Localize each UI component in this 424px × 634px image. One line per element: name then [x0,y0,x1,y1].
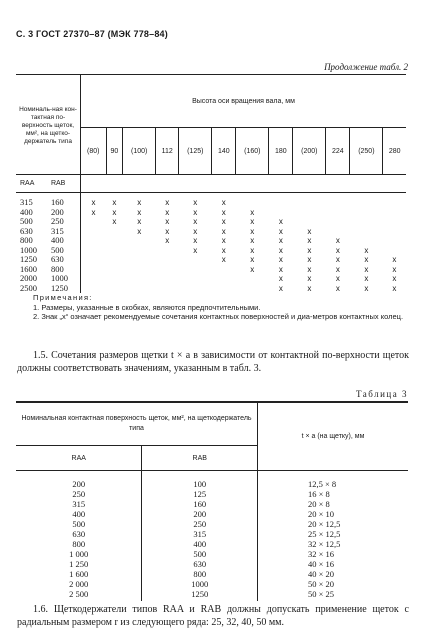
table-row [16,549,408,559]
raa-cell: 500 [20,216,33,226]
mark-cell [383,246,406,256]
mark-cell: x [137,207,142,217]
mark-cell [236,284,269,294]
mark-cell: x [278,255,283,264]
mark-cell [269,208,293,218]
table2-column-header: (160) [236,128,269,175]
mark-cell [81,274,107,284]
mark-cell: x [221,236,226,245]
table2-column-header: 280 [383,128,406,175]
raa-cell: 500 [16,519,142,529]
table2-sub-rab: RAB [47,175,81,193]
mark-cell: x [91,198,96,207]
mark-cell: x [193,236,198,245]
mark-cell: x [364,274,369,283]
mark-cell [350,217,383,227]
raa-cell: 2500 [20,282,37,293]
mark-cell: x [250,236,255,245]
mark-cell: x [392,283,397,293]
mark-cell: x [193,207,198,217]
mark-cell [81,255,107,265]
raa-cell: 400 [16,509,142,519]
mark-cell: x [307,274,312,283]
mark-cell [81,284,107,294]
mark-cell [212,284,236,294]
table-row [16,529,408,539]
rab-cell: 400 [142,539,258,549]
mark-cell [350,227,383,237]
table2-column-header: 140 [212,128,236,175]
ta-cell: 50 × 20 [308,579,335,589]
rab-cell: 1000 [142,579,258,589]
mark-cell: x [364,283,369,293]
mark-cell: x [193,198,198,207]
mark-cell: x [137,198,142,207]
mark-cell [81,265,107,275]
rab-cell: 315 [47,227,81,237]
mark-cell [123,274,156,284]
rab-cell: 250 [142,519,258,529]
rab-cell: 200 [142,509,258,519]
raa-cell: 630 [20,225,33,236]
mark-cell [293,208,326,218]
table2-left-header: Номиналь-ная кон-тактная по-верхность щеток, мм², на щетко-держатель типа [16,75,81,175]
mark-cell: x [221,217,226,226]
mark-cell: x [221,245,226,255]
ta-cell: 20 × 10 [308,509,335,519]
table2-column-header: (80) [81,128,107,175]
rab-cell: 1250 [142,589,258,601]
ta-cell: 20 × 12,5 [308,519,341,529]
mark-cell [236,193,269,208]
rab-cell: 630 [47,255,81,265]
mark-cell: x [364,255,369,264]
mark-cell [212,265,236,275]
mark-cell: x [165,236,170,245]
raa-cell: 200 [16,471,142,490]
mark-cell [179,265,212,275]
mark-cell: x [250,255,255,264]
mark-cell: x [250,207,255,217]
mark-cell: x [307,236,312,245]
mark-cell: x [193,217,198,226]
mark-cell [106,255,123,265]
mark-cell [106,265,123,275]
raa-cell: 800 [16,539,142,549]
rab-cell: 800 [142,569,258,579]
mark-cell [179,284,212,294]
table-row [16,559,408,569]
mark-cell [156,265,179,275]
mark-cell [106,246,123,256]
mark-cell [383,236,406,246]
mark-cell: x [193,245,198,255]
table2-column-header: (125) [179,128,212,175]
mark-cell: x [278,226,283,236]
mark-cell: x [278,245,283,255]
mark-cell [123,255,156,265]
mark-cell [106,284,123,294]
mark-cell: x [392,255,397,264]
mark-cell: x [112,198,117,207]
table2-column-header: 180 [269,128,293,175]
ta-cell: 50 × 25 [308,589,335,599]
table-row [16,589,408,601]
raa-cell: 315 [20,197,33,207]
rab-cell: 315 [142,529,258,539]
table-row [16,569,408,579]
table-continuation-label: Продолжение табл. 2 [324,62,408,72]
raa-cell: 1 600 [16,569,142,579]
mark-cell: x [165,217,170,226]
mark-cell [179,255,212,265]
table-row [16,509,408,519]
table-row [16,255,406,265]
ta-cell: 32 × 12,5 [308,539,341,549]
mark-cell: x [278,274,283,283]
paragraph-1-6: 1.6. Щеткодержатели типов RAA и RAB должны допускать применение щеток с радиальным размером r из следующего ряда: 25, 32, 40, 50 мм. [17,604,409,628]
ta-cell: 20 × 8 [308,499,330,509]
mark-cell [81,236,107,246]
mark-cell: x [335,245,340,255]
table-row [16,227,406,237]
rab-cell: 800 [47,265,81,275]
raa-cell: 1600 [20,263,37,274]
table-row [16,274,406,284]
table2-column-header: 224 [326,128,350,175]
mark-cell [156,246,179,256]
mark-cell [123,246,156,256]
table-row [16,519,408,529]
table2-column-header: (100) [123,128,156,175]
mark-cell: x [307,264,312,274]
table2-column-header: 112 [156,128,179,175]
table3-left-header: Номинальная контактная поверхность щеток, мм², на щеткодержатель типа [16,402,258,446]
mark-cell: x [137,226,142,236]
table-row [16,489,408,499]
table-row [16,265,406,275]
rab-cell: 250 [47,217,81,227]
mark-cell [350,193,383,208]
table2-column-header: 90 [106,128,123,175]
raa-cell: 400 [20,206,33,217]
rab-cell: 1000 [47,274,81,284]
mark-cell [293,217,326,227]
mark-cell [383,208,406,218]
ta-cell: 40 × 16 [308,559,335,569]
raa-cell: 315 [16,499,142,509]
table-row [16,208,406,218]
rab-cell: 500 [47,246,81,256]
mark-cell: x [137,217,142,226]
mark-cell: x [250,264,255,274]
mark-cell: x [165,207,170,217]
mark-cell [326,227,350,237]
raa-cell: 1 000 [16,549,142,559]
table-row [16,193,406,208]
ta-cell: 32 × 16 [308,549,335,559]
mark-cell: x [392,274,397,283]
mark-cell: x [221,198,226,207]
mark-cell [350,208,383,218]
table-row [16,284,406,294]
mark-cell [156,255,179,265]
mark-cell [123,265,156,275]
rab-cell: 630 [142,559,258,569]
mark-cell [106,227,123,237]
raa-cell: 630 [16,529,142,539]
mark-cell: x [392,264,397,274]
mark-cell [81,227,107,237]
rab-cell: 200 [47,208,81,218]
note-item-1: 1. Размеры, указанные в скобках, являются предпочтительными. [33,302,261,312]
table2-column-header: (250) [350,128,383,175]
table2-column-header: (200) [293,128,326,175]
mark-cell [326,208,350,218]
mark-cell: x [250,217,255,226]
mark-cell [383,227,406,237]
table3-body [16,471,408,602]
mark-cell [106,274,123,284]
raa-cell: 800 [20,235,33,245]
mark-cell [293,193,326,208]
mark-cell: x [193,226,198,236]
mark-cell: x [335,236,340,245]
rab-cell: 160 [47,193,81,208]
mark-cell [269,193,293,208]
table-row [16,471,408,490]
table-row [16,246,406,256]
table-row [16,579,408,589]
note-item-2: 2. Знак „x“ означает рекомендуемые сочетания контактных поверхностей и диа-метров контактных колец. [33,312,404,321]
table2-sub-raa: RAA [16,175,47,193]
table2-span-header: Высота оси вращения вала, мм [81,75,407,128]
rab-cell: 125 [142,489,258,499]
mark-cell [236,274,269,284]
mark-cell [383,193,406,208]
mark-cell: x [91,207,96,217]
raa-cell: 250 [16,489,142,499]
table3-right-header: t × a (на щетку), мм [258,402,409,471]
mark-cell [212,274,236,284]
mark-cell [123,236,156,246]
rab-cell: 400 [47,236,81,246]
raa-cell: 2 500 [16,589,142,601]
raa-cell: 2 000 [16,579,142,589]
mark-cell: x [112,207,117,217]
mark-cell: x [221,255,226,264]
rab-cell: 1250 [47,284,81,294]
table-2 [16,74,406,293]
mark-cell: x [278,236,283,245]
rab-cell: 160 [142,499,258,509]
rab-cell: 500 [142,549,258,559]
table3-sub-raa: RAA [16,446,142,471]
mark-cell [179,274,212,284]
mark-cell: x [335,283,340,293]
mark-cell: x [364,245,369,255]
ta-cell: 16 × 8 [308,489,330,499]
raa-cell: 1000 [20,244,37,255]
paragraph-1-5: 1.5. Сочетания размеров щетки t × a в зависимости от контактной по-верхности щеток должны соответствовать значениям, указанным в табл. 3. [17,350,409,374]
table-row [16,499,408,509]
table2-body [16,193,406,294]
mark-cell: x [165,226,170,236]
mark-cell: x [165,198,170,207]
page-header: С. 3 ГОСТ 27370–87 (МЭК 778–84) [16,29,168,39]
mark-cell: x [364,264,369,274]
mark-cell: x [335,274,340,283]
raa-cell: 1250 [20,254,37,264]
mark-cell: x [250,245,255,255]
mark-cell [383,217,406,227]
rab-cell: 100 [142,471,258,490]
mark-cell [123,284,156,294]
mark-cell: x [335,264,340,274]
ta-cell: 40 × 20 [308,569,335,579]
table-row [16,217,406,227]
mark-cell [156,284,179,294]
notes-title: Примечания: [33,293,93,302]
mark-cell [350,236,383,246]
mark-cell: x [278,217,283,226]
table-3 [16,401,408,601]
mark-cell: x [278,283,283,293]
mark-cell [81,217,107,227]
ta-cell: 25 × 12,5 [308,529,341,539]
mark-cell: x [221,207,226,217]
table3-sub-rab: RAB [142,446,258,471]
mark-cell: x [307,226,312,236]
table-row [16,236,406,246]
ta-cell: 12,5 × 8 [308,479,337,489]
raa-cell: 2000 [20,273,37,283]
mark-cell [326,193,350,208]
mark-cell: x [335,255,340,264]
mark-cell: x [307,255,312,264]
mark-cell [156,274,179,284]
mark-cell: x [112,217,117,226]
table2-sub-blank [81,175,407,193]
mark-cell: x [250,226,255,236]
raa-cell: 1 250 [16,559,142,569]
mark-cell [326,217,350,227]
mark-cell [106,236,123,246]
table-row [16,539,408,549]
mark-cell: x [307,283,312,293]
table-3-label: Таблица 3 [356,389,408,399]
mark-cell: x [278,264,283,274]
mark-cell: x [307,245,312,255]
notes [33,293,408,322]
mark-cell: x [221,226,226,236]
mark-cell [81,246,107,256]
